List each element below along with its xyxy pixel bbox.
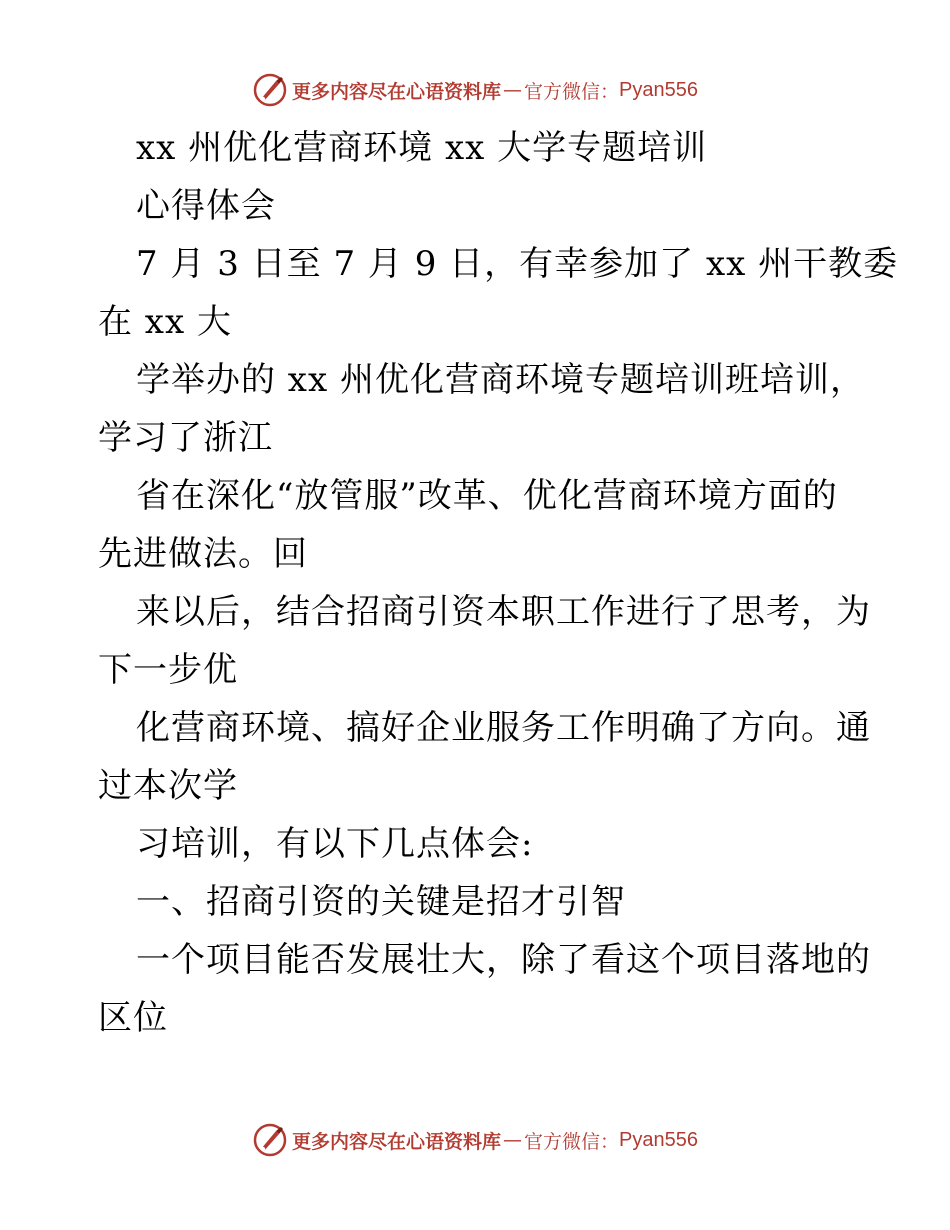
paragraph-line: 来以后，结合招商引资本职工作进行了思考，为	[136, 592, 871, 632]
watermark-label: 官方微信：	[524, 1130, 620, 1153]
paragraph-line: 学习了浙江	[98, 418, 273, 458]
paragraph-line: 学举办的 xx 州优化营商环境专题培训班培训，	[136, 360, 865, 400]
paragraph-line: 区位	[98, 998, 168, 1038]
paragraph-line: 在 xx 大	[98, 302, 232, 342]
paragraph-line: 下一步优	[98, 650, 238, 690]
watermark-dash: —	[503, 1129, 523, 1151]
watermark-main-text: 更多内容尽在心语资料库	[292, 1130, 502, 1153]
watermark-wechat-id: Pyan556	[619, 1128, 698, 1151]
paragraph-line: 7 月 3 日至 7 月 9 日，有幸参加了 xx 州干教委	[136, 244, 899, 284]
quill-pen-logo-icon	[252, 1122, 288, 1158]
title-line-1: xx 州优化营商环境 xx 大学专题培训	[136, 128, 708, 168]
paragraph-line: 一个项目能否发展壮大，除了看这个项目落地的	[136, 940, 871, 980]
header-watermark	[0, 68, 950, 112]
watermark-label: 官方微信：	[524, 80, 620, 103]
watermark-dash: —	[503, 79, 523, 101]
watermark-main-text: 更多内容尽在心语资料库	[292, 80, 502, 103]
footer-watermark	[0, 1118, 950, 1162]
paragraph-line: 过本次学	[98, 766, 238, 806]
watermark-wechat-id: Pyan556	[619, 78, 698, 101]
quill-pen-logo-icon	[252, 72, 288, 108]
paragraph-line: 省在深化“放管服”改革、优化营商环境方面的	[136, 476, 838, 516]
section-heading: 一、招商引资的关键是招才引智	[136, 882, 626, 922]
paragraph-line: 习培训，有以下几点体会:	[136, 824, 534, 864]
title-line-2: 心得体会	[136, 186, 276, 226]
paragraph-line: 先进做法。回	[98, 534, 308, 574]
paragraph-line: 化营商环境、搞好企业服务工作明确了方向。通	[136, 708, 871, 748]
